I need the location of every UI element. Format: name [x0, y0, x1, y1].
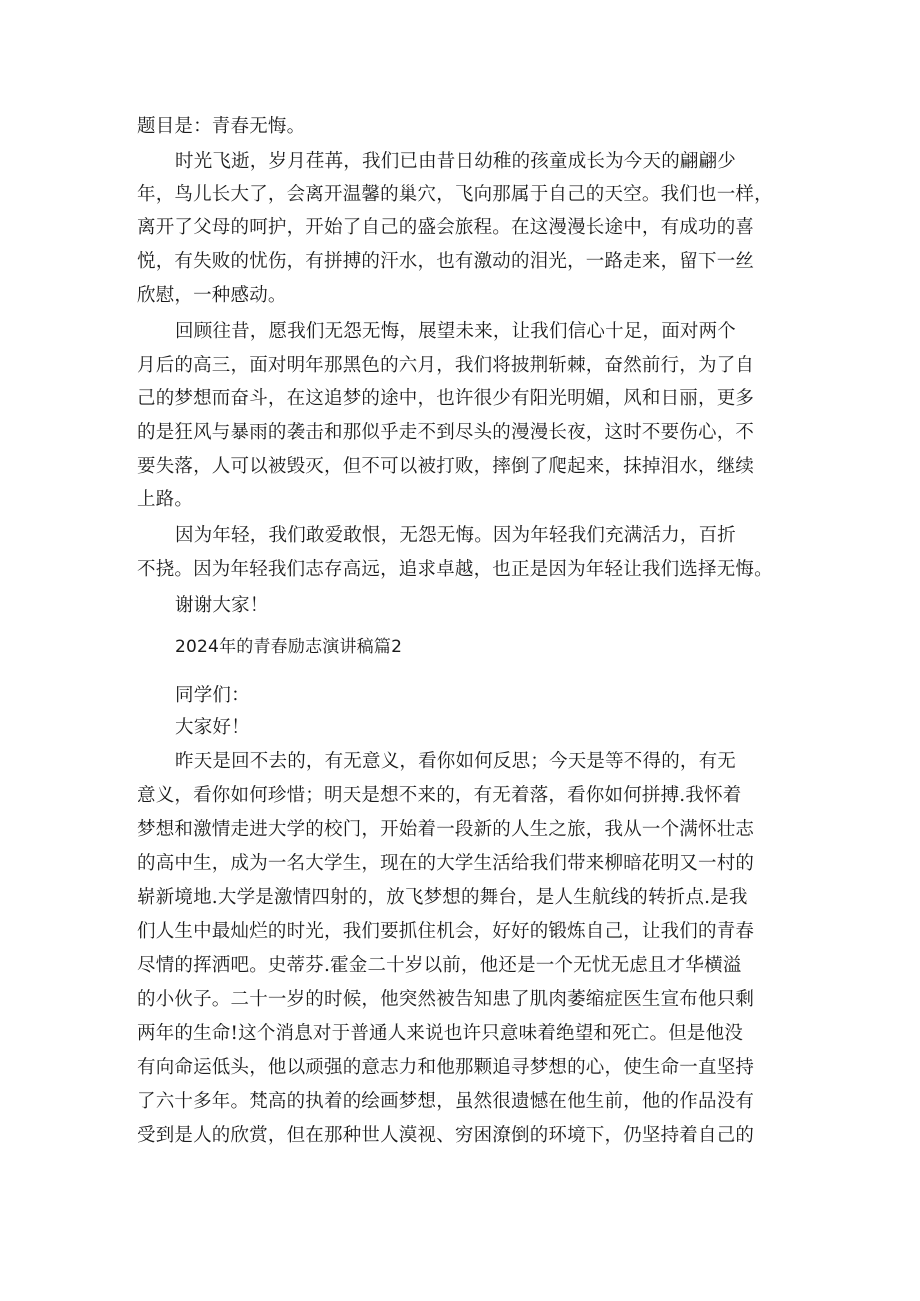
- paragraph-2-line: 己的梦想而奋斗，在这追梦的途中，也许很少有阳光明媚，风和日丽，更多: [137, 388, 755, 409]
- paragraph-4-line: 受到是人的欣赏，但在那种世人漠视、穷困潦倒的环境下，仍坚持着自己的: [137, 1125, 755, 1146]
- greeting-everyone: 大家好！: [175, 717, 250, 738]
- greeting-classmates: 同学们：: [175, 685, 250, 706]
- section-title: 2024年的青春励志演讲稿篇2: [175, 637, 403, 657]
- paragraph-4-line: 有向命运低头，他以顽强的意志力和他那颗追寻梦想的心，使生命一直坚持: [137, 1057, 755, 1078]
- paragraph-4-line: 的高中生，成为一名大学生，现在的大学生活给我们带来柳暗花明又一村的: [137, 853, 755, 874]
- thanks-line: 谢谢大家！: [175, 595, 269, 616]
- paragraph-1-line: 年，鸟儿长大了，会离开温馨的巢穴，飞向那属于自己的天空。我们也一样，: [137, 184, 773, 205]
- paragraph-4-line: 梦想和激情走进大学的校门，开始着一段新的人生之旅，我从一个满怀壮志: [137, 819, 755, 840]
- paragraph-4-line: 意义，看你如何珍惜；明天是想不来的，有无着落，看你如何拼搏.我怀着: [137, 785, 742, 806]
- paragraph-4-line: 们人生中最灿烂的时光，我们要抓住机会，好好的锻炼自己，让我们的青春: [137, 921, 755, 942]
- paragraph-1-line: 欣慰，一种感动。: [137, 285, 287, 306]
- paragraph-4-line: 尽情的挥洒吧。史蒂芬.霍金二十岁以前，他还是一个无忧无虑且才华横溢: [137, 955, 742, 976]
- paragraph-1-line: 离开了父母的呵护，开始了自己的盛会旅程。在这漫漫长途中，有成功的喜: [137, 217, 755, 238]
- intro-line: 题目是：青春无悔。: [137, 116, 306, 137]
- paragraph-4-line: 的小伙子。二十一岁的时候，他突然被告知患了肌肉萎缩症医生宣布他只剩: [137, 989, 755, 1010]
- paragraph-2-line: 要失落，人可以被毁灭，但不可以被打败，摔倒了爬起来，抹掉泪水，继续: [137, 456, 755, 477]
- paragraph-4-line: 崭新境地.大学是激情四射的，放飞梦想的舞台，是人生航线的转折点.是我: [137, 887, 748, 908]
- paragraph-2-line: 回顾往昔，愿我们无怨无悔，展望未来，让我们信心十足，面对两个: [175, 321, 737, 342]
- paragraph-2-line: 上路。: [137, 489, 194, 510]
- paragraph-3-line: 因为年轻，我们敢爱敢恨，无怨无悔。因为年轻我们充满活力，百折: [175, 525, 737, 546]
- paragraph-1-line: 时光飞逝，岁月荏苒，我们已由昔日幼稚的孩童成长为今天的翩翩少: [175, 151, 737, 172]
- paragraph-4-line: 了六十多年。梵高的执着的绘画梦想，虽然很遗憾在他生前，他的作品没有: [137, 1091, 755, 1112]
- paragraph-2-line: 月后的高三，面对明年那黑色的六月，我们将披荆斩棘，奋然前行，为了自: [137, 355, 755, 376]
- paragraph-2-line: 的是狂风与暴雨的袭击和那似乎走不到尽头的漫漫长夜，这时不要伤心，不: [137, 422, 755, 443]
- paragraph-1-line: 悦，有失败的忧伤，有拼搏的汗水，也有激动的泪光，一路走来，留下一丝: [137, 251, 755, 272]
- paragraph-4-line: 昨天是回不去的，有无意义，看你如何反思；今天是等不得的，有无: [175, 751, 737, 772]
- paragraph-3-line: 不挠。因为年轻我们志存高远，追求卓越，也正是因为年轻让我们选择无悔。: [137, 559, 773, 580]
- paragraph-4-line: 两年的生命!这个消息对于普通人来说也许只意味着绝望和死亡。但是他没: [137, 1023, 744, 1044]
